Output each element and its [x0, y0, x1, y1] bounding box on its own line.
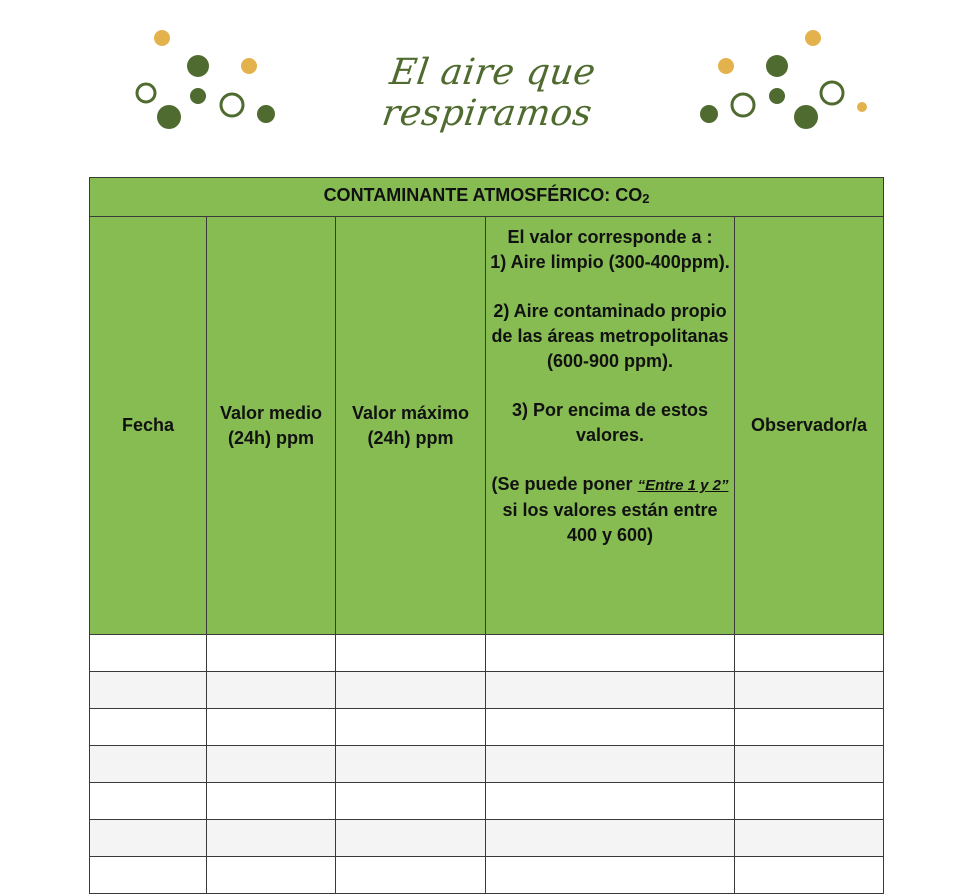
description-note	[486, 472, 734, 548]
valor-maximo-cell[interactable]	[336, 672, 486, 709]
table-row	[90, 635, 884, 672]
valor-medio-cell[interactable]	[207, 635, 336, 672]
co2-table	[89, 177, 884, 894]
fecha-cell[interactable]	[90, 746, 207, 783]
table-title-subscript: 2	[642, 191, 650, 206]
observador-cell[interactable]	[735, 672, 884, 709]
valor-corresponde-cell[interactable]	[486, 672, 735, 709]
valor-corresponde-cell[interactable]	[486, 635, 735, 672]
fecha-cell[interactable]	[90, 857, 207, 894]
description-option-3: 3) Por encima de estos valores.	[511, 400, 709, 445]
valor-medio-cell[interactable]	[207, 783, 336, 820]
valor-maximo-cell[interactable]	[336, 857, 486, 894]
table-row	[90, 709, 884, 746]
fecha-cell[interactable]	[90, 820, 207, 857]
page-header	[0, 0, 960, 150]
fecha-cell[interactable]	[90, 635, 207, 672]
valor-maximo-line2: (24h) ppm	[367, 427, 454, 448]
valor-medio-line2: (24h) ppm	[227, 427, 314, 448]
observador-cell[interactable]	[735, 783, 884, 820]
valor-maximo-cell[interactable]	[336, 783, 486, 820]
fecha-cell[interactable]	[90, 783, 207, 820]
fecha-cell[interactable]	[90, 709, 207, 746]
table-body	[90, 635, 884, 894]
valor-maximo-cell[interactable]	[336, 709, 486, 746]
valor-medio-line1: Valor medio	[219, 402, 323, 423]
valor-corresponde-cell[interactable]	[486, 820, 735, 857]
valor-medio-cell[interactable]	[207, 672, 336, 709]
valor-corresponde-cell[interactable]	[486, 783, 735, 820]
note-after: si los valores están entre 400 y 600)	[502, 500, 718, 545]
observador-cell[interactable]	[735, 857, 884, 894]
description-intro: El valor corresponde a :	[507, 227, 713, 247]
description-option-2: 2) Aire contaminado propio de las áreas metropolitanas (600-900 ppm).	[491, 301, 729, 371]
description-block	[486, 225, 734, 548]
valor-maximo-line1: Valor máximo	[351, 402, 470, 423]
description-option-1: 1) Aire limpio (300-400ppm).	[490, 252, 730, 272]
observador-cell[interactable]	[735, 635, 884, 672]
valor-maximo-cell[interactable]	[336, 746, 486, 783]
page-title: El aire que respiramos	[379, 52, 599, 134]
column-header-fecha: Fecha	[90, 217, 207, 635]
table-title-main: CONTAMINANTE ATMOSFÉRICO: CO	[323, 185, 643, 205]
column-header-valor-maximo	[336, 217, 486, 635]
column-header-description	[486, 217, 735, 635]
table-row	[90, 746, 884, 783]
table-row	[90, 857, 884, 894]
valor-medio-cell[interactable]	[207, 820, 336, 857]
note-before: (Se puede poner	[491, 474, 633, 494]
valor-corresponde-cell[interactable]	[486, 857, 735, 894]
note-emphasis: “Entre 1 y 2”	[637, 477, 729, 494]
table-row	[90, 783, 884, 820]
valor-corresponde-cell[interactable]	[486, 746, 735, 783]
observador-cell[interactable]	[735, 746, 884, 783]
valor-medio-cell[interactable]	[207, 709, 336, 746]
observador-cell[interactable]	[735, 709, 884, 746]
table-row	[90, 820, 884, 857]
valor-medio-cell[interactable]	[207, 857, 336, 894]
table-title	[90, 178, 884, 217]
valor-medio-cell[interactable]	[207, 746, 336, 783]
table-row	[90, 672, 884, 709]
valor-corresponde-cell[interactable]	[486, 709, 735, 746]
fecha-cell[interactable]	[90, 672, 207, 709]
column-header-observador: Observador/a	[735, 217, 884, 635]
valor-maximo-cell[interactable]	[336, 635, 486, 672]
observador-cell[interactable]	[735, 820, 884, 857]
valor-maximo-cell[interactable]	[336, 820, 486, 857]
column-header-valor-medio	[207, 217, 336, 635]
